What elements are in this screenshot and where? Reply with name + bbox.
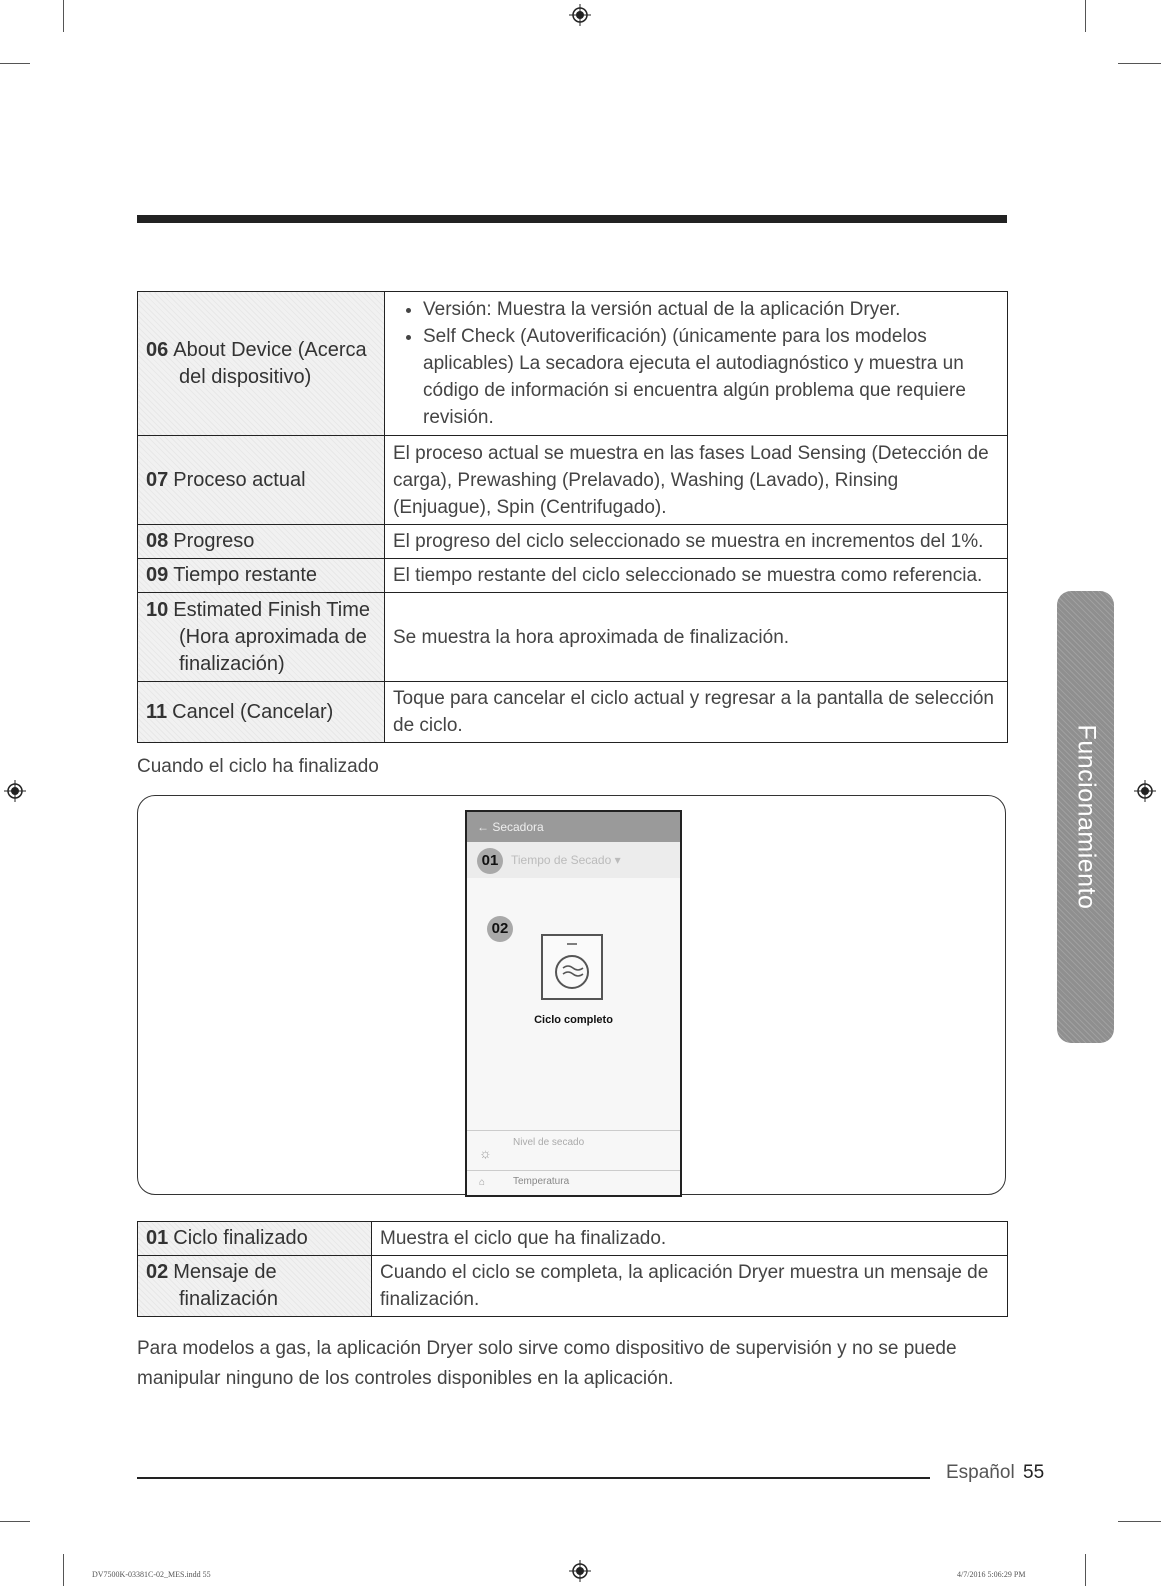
row-description bbox=[385, 292, 1008, 436]
row-label: 09 Tiempo restante bbox=[138, 559, 385, 593]
app-header: ← Secadora bbox=[467, 812, 680, 842]
callout-badge-01: 01 bbox=[477, 848, 503, 874]
registration-mark-icon bbox=[569, 1560, 591, 1582]
crop-mark bbox=[1085, 1554, 1086, 1586]
section-tab bbox=[1057, 591, 1114, 1043]
row-label: 10 Estimated Finish Time (Hora aproximada de finalización) bbox=[138, 593, 385, 682]
table-row bbox=[138, 682, 1008, 743]
table-row bbox=[138, 292, 1008, 436]
row-label: 02 Mensaje de finalización bbox=[138, 1256, 372, 1317]
crop-mark bbox=[63, 0, 64, 32]
row-label: 11 Cancel (Cancelar) bbox=[138, 682, 385, 743]
row-label: 08 Progreso bbox=[138, 525, 385, 559]
section-caption: Cuando el ciclo ha finalizado bbox=[137, 756, 379, 777]
registration-mark-icon bbox=[4, 780, 26, 802]
print-file-info: DV7500K-03381C-02_MES.indd 55 bbox=[92, 1570, 211, 1579]
bullet-item: • Versión: Muestra la versión actual de la aplicación Dryer. bbox=[423, 296, 999, 323]
table-row bbox=[138, 436, 1008, 525]
section-tab-label: Funcionamiento bbox=[1072, 724, 1100, 910]
crop-mark bbox=[1118, 63, 1161, 64]
row-label: 01 Ciclo finalizado bbox=[138, 1222, 372, 1256]
drying-level-row bbox=[467, 1130, 680, 1169]
callout-table bbox=[137, 1221, 1008, 1317]
footer-rule bbox=[137, 1477, 930, 1479]
registration-mark-icon bbox=[1134, 780, 1156, 802]
print-date-info: 4/7/2016 5:06:29 PM bbox=[957, 1570, 1026, 1579]
row-description: Cuando el ciclo se completa, la aplicación Dryer muestra un mensaje de finalización. bbox=[372, 1256, 1008, 1317]
row-description: El progreso del ciclo seleccionado se muestra en incrementos del 1%. bbox=[385, 525, 1008, 559]
crop-mark bbox=[0, 63, 30, 64]
registration-mark-icon bbox=[569, 4, 591, 26]
row-label: Temperatura bbox=[513, 1176, 570, 1187]
cycle-complete-label: Ciclo completo bbox=[534, 1014, 613, 1026]
crop-mark bbox=[63, 1554, 64, 1586]
row-description: El tiempo restante del ciclo seleccionado se muestra como referencia. bbox=[385, 559, 1008, 593]
row-description: El proceso actual se muestra en las fases Load Sensing (Detección de carga), Prewashing (Prelavado), Washing (Lavado), Rinsing (Enjuague), Spin (Centrifugado). bbox=[385, 436, 1008, 525]
sun-icon: ☼ bbox=[479, 1145, 492, 1161]
page-number: 55 bbox=[1023, 1462, 1045, 1483]
dryer-icon bbox=[541, 934, 603, 1000]
row-label: 07 Proceso actual bbox=[138, 436, 385, 525]
crop-mark bbox=[1085, 0, 1086, 32]
table-row bbox=[138, 1256, 1008, 1317]
callout-badge-02: 02 bbox=[487, 916, 513, 942]
row-description: Muestra el ciclo que ha finalizado. bbox=[372, 1222, 1008, 1256]
app-screenshot bbox=[465, 810, 682, 1197]
crop-mark bbox=[0, 1521, 30, 1522]
row-description: Toque para cancelar el ciclo actual y regresar a la pantalla de selección de ciclo. bbox=[385, 682, 1008, 743]
row-label: Nivel de secado bbox=[513, 1137, 585, 1148]
row-description: Se muestra la hora aproximada de finalización. bbox=[385, 593, 1008, 682]
header-rule bbox=[137, 215, 1007, 223]
bullet-item: • Self Check (Autoverificación) (únicamente para los modelos aplicables) La secadora ejecuta el autodiagnóstico y muestra un código de información si encuentra algún problema que requiere revisión. bbox=[423, 323, 999, 431]
feature-table bbox=[137, 291, 1008, 743]
table-row bbox=[138, 525, 1008, 559]
lock-icon: ⌂ bbox=[479, 1177, 486, 1188]
table-row bbox=[138, 1222, 1008, 1256]
row-label: 06 About Device (Acerca del dispositivo) bbox=[138, 292, 385, 436]
crop-mark bbox=[1118, 1521, 1161, 1522]
footer-language: Español bbox=[946, 1462, 1015, 1483]
table-row bbox=[138, 593, 1008, 682]
table-row bbox=[138, 559, 1008, 593]
gas-model-note: Para modelos a gas, la aplicación Dryer solo sirve como dispositivo de supervisión y no se puede manipular ninguno de los controles disponibles en la aplicación. bbox=[137, 1338, 957, 1389]
dropdown-label: Tiempo de Secado ▾ bbox=[511, 853, 621, 867]
temperature-row bbox=[467, 1170, 680, 1195]
